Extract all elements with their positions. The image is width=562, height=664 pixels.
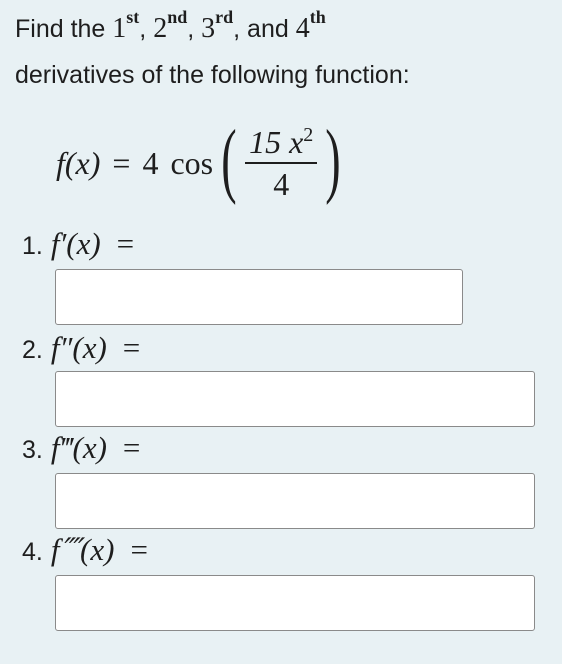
prompt-rest-text: derivatives of the following function: [15,61,410,89]
ordinal-3-suffix: rd [215,7,234,27]
answer-input-2[interactable] [55,371,535,427]
prompt-and-text: and [247,15,289,43]
question-4-expression: f⁗(x) [50,532,115,567]
question-2-number: 2. [22,336,43,364]
question-4-label [22,532,148,568]
function-lhs: f(x) [56,144,101,181]
separator: , [187,15,195,43]
function-coefficient: 4 [142,144,159,181]
question-3-expression: f‴(x) [50,430,107,465]
ordinal-4 [295,7,326,44]
question-prompt [15,6,555,98]
open-paren: ( [221,113,237,206]
question-1-number: 1. [22,232,43,260]
fraction-numerator [245,126,317,164]
separator: , [233,15,241,43]
ordinal-2 [153,7,188,44]
ordinal-4-suffix: th [309,7,326,27]
numerator-exponent: 2 [303,124,314,146]
ordinal-1-number: 1 [112,13,127,44]
question-3-number: 3. [22,436,43,464]
answer-input-1[interactable] [55,269,463,325]
ordinal-2-number: 2 [153,13,168,44]
fraction-denominator: 4 [273,166,290,202]
answer-input-3[interactable] [55,473,535,529]
ordinal-3 [201,7,234,44]
question-2-equals: = [122,330,141,365]
numerator-text: 15 x [249,124,304,160]
question-2-label [22,330,140,366]
fraction [245,126,317,200]
prompt-find-text: Find the [15,15,106,43]
question-1-expression: f′(x) [50,226,101,261]
ordinal-2-suffix: nd [167,7,188,27]
ordinal-1-suffix: st [126,7,140,27]
ordinal-3-number: 3 [201,13,216,44]
function-cos: cos [170,144,214,181]
question-2-expression: f″(x) [50,330,107,365]
ordinal-1 [112,7,140,44]
question-4-equals: = [130,532,148,567]
question-1-equals: = [116,226,135,261]
function-definition [56,115,347,211]
ordinal-4-number: 4 [295,13,310,44]
question-3-equals: = [122,430,141,465]
question-3-label [22,430,140,466]
question-1-label [22,226,134,262]
close-paren: ) [325,113,341,206]
separator: , [139,15,147,43]
answer-input-4[interactable] [55,575,535,631]
function-equals: = [112,144,131,181]
question-4-number: 4. [22,538,43,566]
